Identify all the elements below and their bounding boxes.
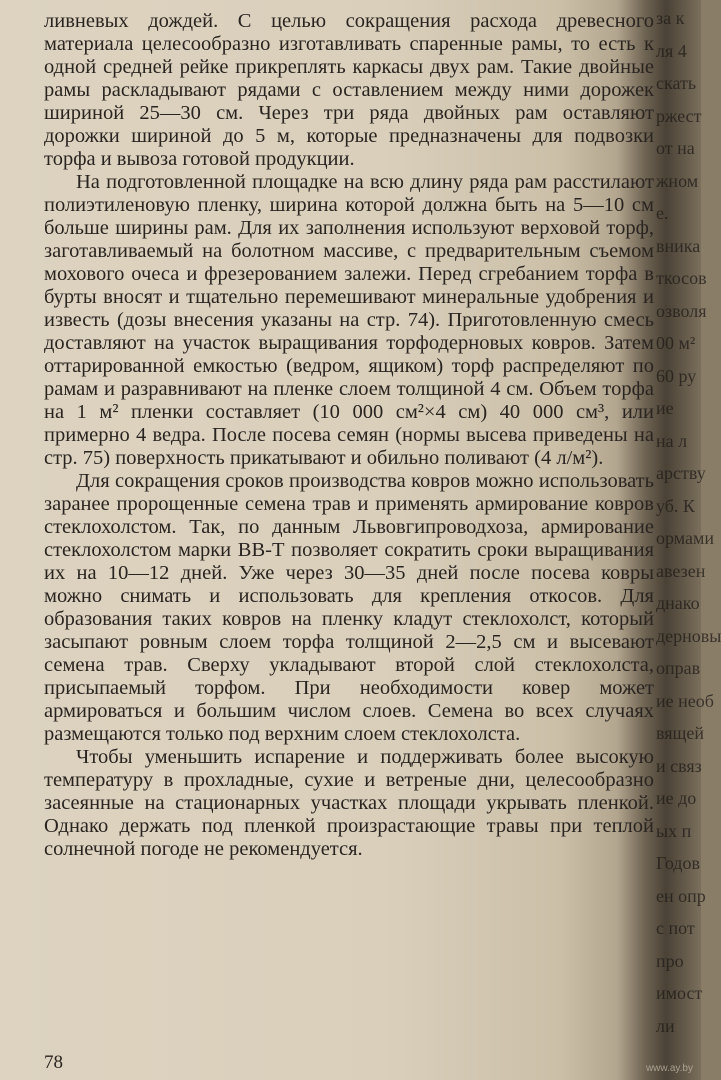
facing-page-fragment: за к	[656, 8, 685, 28]
facing-page-fragment: Годов	[656, 853, 700, 873]
facing-page-fragment: от на	[656, 138, 695, 158]
facing-page-fragment: на л	[656, 430, 688, 451]
page-body-text	[44, 10, 654, 861]
facing-page-fragment: ли	[656, 1015, 675, 1036]
facing-page-edge	[654, 0, 721, 1080]
paragraph-2: На подготовленной площадке на всю длину ряда рам расстилают полиэтиленовую пленку, ширина которой должна быть на 5—10 см больше ширины рам. Для их заполнения используют верховой торф, заготавливаемый на болотном массиве, с предварительным съемом мохового очеса и фрезерованием залежи. Перед сгребанием торфа в бурты вносят и тщательно перемешивают минеральные удобрения и известь (дозы внесения указаны на стр. 74). Приготовленную смесь доставляют на участок выращивания торфодерновых ковров. Затем оттарированной емкостью (ведром, ящиком) торф распределяют по рамам и разравнивают на пленке слоем толщиной 4 см. Объем торфа на 1 м² пленки составляет (10 000 см²×4 см) 40 000 см³, или примерно 4 ведра. После посева семян (нормы высева приведены на стр. 75) поверхность прикатывают и обильно поливают (4 л/м²).	[44, 171, 654, 469]
facing-page-fragment: авезен	[656, 560, 706, 581]
facing-page-fragment: ых п	[656, 820, 692, 841]
paragraph-3: Для сокращения сроков производства ковров можно использовать заранее пророщенные семена трав и применять армирование ковров стеклохолстом. Так, по данным Львовгипроводхоза, армирование стеклохолстом марки ВВ-Т позволяет сократить сроки выращивания их на 10—12 дней. Уже через 30—35 дней после посева ковры можно снимать и использовать для крепления откосов. Для образования таких ковров на пленку кладут стеклохолст, который засыпают ровным слоем торфа толщиной 2—2,5 см и высевают семена трав. Сверху укладывают второй слой стеклохолста, присыпаемый торфом. При необходимости ковер может армироваться и большим числом слоев. Семена во всех случаях размещаются только под верхним слоем стеклохолста.	[44, 470, 654, 745]
facing-page-fragment: ен опр	[656, 885, 706, 906]
facing-page-fragment: озволя	[656, 300, 707, 321]
paragraph-4: Чтобы уменьшить испарение и поддерживать более высокую температуру в прохладные, сухие и ветреные дни, целесообразно засеянные на стационарных участках площади укрывать пленкой. Однако держать под пленкой произрастающие травы при теплой солнечной погоде не рекомендуется.	[44, 746, 654, 860]
facing-page-fragment: с пот	[656, 918, 695, 938]
facing-page-fragment: ие	[656, 398, 674, 418]
facing-page-fragment: оправ	[656, 658, 701, 678]
page-number: 78	[44, 1052, 63, 1073]
facing-page-fragment: ткосов	[656, 268, 707, 288]
facing-page-fragment: арству	[656, 463, 706, 483]
facing-page-fragment: ржест	[656, 105, 702, 126]
facing-page-fragment: дерновы	[656, 625, 721, 646]
facing-page-fragment: 60 ру	[656, 365, 697, 386]
facing-page-fragment: ля 4	[656, 40, 687, 61]
facing-page-fragment: про	[656, 950, 684, 971]
facing-page-fragment: е.	[656, 203, 669, 223]
facing-page-fragment: вника	[656, 235, 701, 256]
facing-page-fragment: имост	[656, 983, 703, 1003]
paragraph-1: ливневых дождей. С целью сокращения расхода древесного материала целесообразно изготавливать спаренные рамы, то есть к одной средней рейке прикреплять каркасы двух рам. Такие двойные рамы раскладывают рядами с оставлением между ними дорожек шириной 25—30 см. Через три ряда двойных рам оставляют дорожки шириной до 5 м, которые предназначены для подвозки торфа и вывоза готовой продукции.	[44, 10, 654, 170]
facing-page-fragment: днако	[656, 593, 700, 613]
facing-page-fragment: уб. К	[656, 495, 695, 516]
facing-page-fragment: ормами	[656, 528, 715, 548]
watermark: www.ay.by	[645, 1063, 693, 1074]
facing-page-fragment: ие до	[656, 788, 697, 808]
facing-page-fragment: ие необ	[656, 690, 714, 711]
facing-page-fragment: жном	[656, 170, 699, 191]
facing-page-fragment: скать	[656, 73, 697, 93]
facing-page-fragment: и связ	[656, 755, 702, 776]
facing-page-fragment: вящей	[656, 723, 705, 743]
facing-page-fragment: 00 м²	[656, 333, 696, 353]
